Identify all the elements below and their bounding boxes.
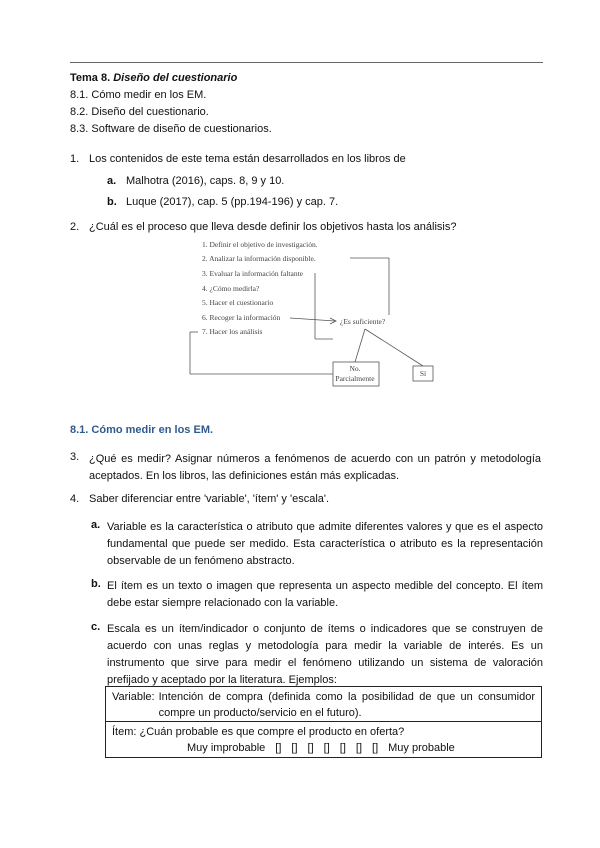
process-diagram <box>180 236 450 392</box>
scale-box-4[interactable]: [] <box>323 742 330 754</box>
item1-b-letter: b. <box>107 196 117 208</box>
item2-num: 2. <box>70 221 80 233</box>
item1-a-text: Malhotra (2016), caps. 8, 9 y 10. <box>126 175 285 187</box>
item4-b-text: El ítem es un texto o imagen que representa un aspecto medible del concepto. El ítem debe estar siempre relacionado con la variable. <box>107 580 543 609</box>
scale-box-6[interactable]: [] <box>355 742 363 754</box>
diagram-no-line1: No. <box>349 364 361 373</box>
tema-heading <box>70 72 237 84</box>
item4-a-text: Variable es la característica o atributo que admite diferentes valores y que es el aspecto fundamental que puede ser medido. Esta característica o atributo es la representación observable de un fenómeno abstracto. <box>107 521 543 567</box>
diagram-no-line2: Parcialmente <box>335 374 375 383</box>
item4-c-letter: c. <box>91 621 101 633</box>
diagram-step-5: 5. Hacer el cuestionario <box>202 298 274 307</box>
scale-high-label: Muy probable <box>388 742 455 754</box>
variable-label: Variable: <box>112 691 155 703</box>
diagram-step-7: 7. Hacer los análisis <box>202 327 263 336</box>
item1-b-text: Luque (2017), cap. 5 (pp.194-196) y cap. 7. <box>126 196 339 208</box>
scale-box-2[interactable]: [] <box>291 742 298 754</box>
item1-text: Los contenidos de este tema están desarrollados en los libros de <box>89 153 406 165</box>
diagram-step-4: 4. ¿Cómo medirla? <box>202 284 260 293</box>
item2-text: ¿Cuál es el proceso que lleva desde definir los objetivos hasta los análisis? <box>89 221 457 233</box>
tema-title: Diseño del cuestionario <box>113 72 238 84</box>
diagram-step-2: 2. Analizar la información disponible. <box>202 254 316 263</box>
top-rule <box>70 62 543 63</box>
scale-low-label: Muy improbable <box>187 742 266 754</box>
scale-box-7[interactable]: [] <box>372 742 379 754</box>
item3-num: 3. <box>70 451 80 463</box>
item4-text: Saber diferenciar entre 'variable', 'ítem' y 'escala'. <box>89 493 330 505</box>
item4-b-letter: b. <box>91 578 101 590</box>
item1-num: 1. <box>70 153 80 165</box>
diagram-branch <box>365 329 423 366</box>
diagram-step-3: 3. Evaluar la información faltante <box>202 269 303 278</box>
tema-sub-1: 8.1. Cómo medir en los EM. <box>70 89 207 101</box>
diagram-step-1: 1. Definir el objetivo de investigación. <box>202 240 318 249</box>
item-label: Ítem: <box>112 726 137 738</box>
item-text: ¿Cuán probable es que compre el producto en oferta? <box>139 726 405 738</box>
rating-scale <box>112 740 535 756</box>
variable-box <box>105 686 542 722</box>
diagram-question: ¿Es suficiente? <box>340 317 386 326</box>
item-box <box>105 722 542 758</box>
tema-sub-2: 8.2. Diseño del cuestionario. <box>70 106 209 118</box>
item1-a-letter: a. <box>107 175 117 187</box>
diagram-yes: Sí <box>419 369 427 378</box>
tema-sub-3: 8.3. Software de diseño de cuestionarios. <box>70 123 272 135</box>
item4-c-text: Escala es un ítem/indicador o conjunto de ítems o indicadores que se construyen de acuerdo con unas reglas y metodología para medir la variable de interés. Es un instrumento que sirve para medir el fenómeno utilizando un sistema de valoración prefijado y aceptado por la literatura. Ejemplos: <box>107 623 543 686</box>
tema-label: Tema 8. <box>70 72 111 84</box>
item4-num: 4. <box>70 493 80 505</box>
diagram-branch <box>355 329 365 362</box>
item3-text: ¿Qué es medir? Asignar números a fenómenos de acuerdo con un patrón y metodología aceptados. En los libros, las definiciones están más explicadas. <box>89 453 541 482</box>
variable-text: Intención de compra (definida como la posibilidad de que un consumidor compre un producto/servicio en el futuro). <box>158 691 535 719</box>
section-81-heading: 8.1. Cómo medir en los EM. <box>70 424 214 436</box>
diagram-step-6: 6. Recoger la información <box>202 313 281 322</box>
scale-box-1[interactable]: [] <box>275 742 282 754</box>
scale-box-3[interactable]: [] <box>307 742 314 754</box>
item4-a-letter: a. <box>91 519 101 531</box>
diagram-arrow <box>290 318 335 321</box>
scale-box-5[interactable]: [] <box>339 742 346 754</box>
